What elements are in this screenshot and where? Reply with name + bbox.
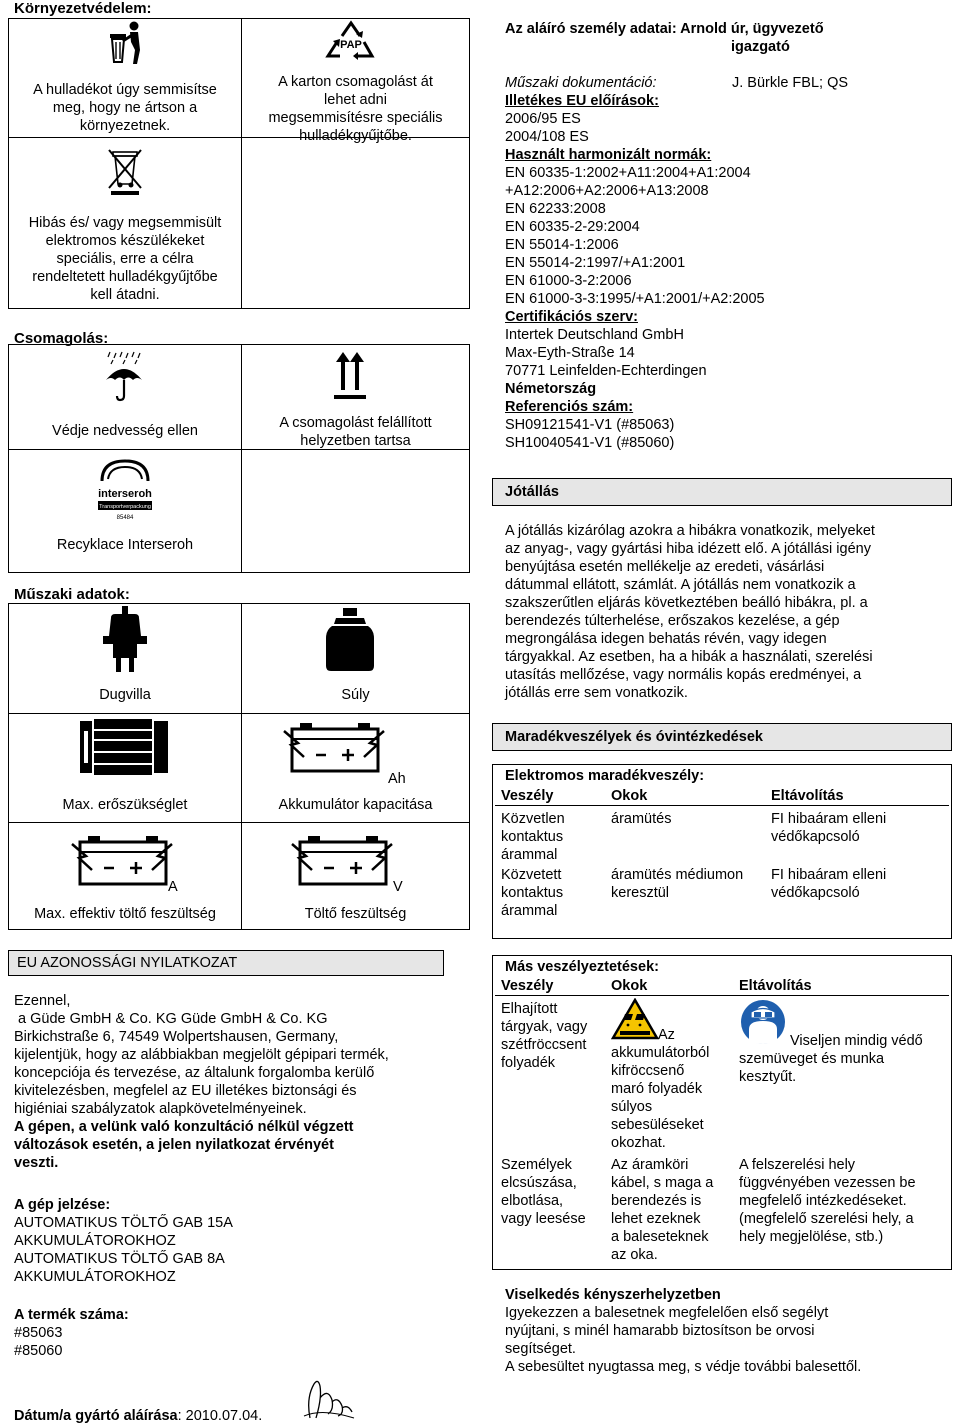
date-signature: Dátum/a gyártó aláírása: 2010.07.04. (14, 1408, 263, 1424)
other-header-rule (495, 995, 949, 996)
weight-icon (324, 608, 376, 672)
tech-plug-label: Dugvilla (99, 687, 151, 703)
battery-ah-icon (282, 717, 386, 779)
interseroh-num: 85484 (116, 515, 134, 521)
interseroh-text: interseroh (98, 488, 152, 500)
env-text-1: A hulladékot úgy semmisítse meg, hogy ne ártson a környezetnek. (33, 82, 217, 134)
t2-h-veszely: Veszély (501, 978, 554, 994)
machine-label: A gép jelzése: (14, 1197, 111, 1213)
section-tech: Műszaki adatok: (14, 586, 130, 603)
tech-a-unit: A (168, 879, 178, 895)
t1-r1-c1: Közvetlen kontaktus árammal (501, 811, 565, 863)
t2-r1-c2-first: Az (658, 1027, 675, 1043)
emergency-body: Igyekezzen a balesetnek megfelelően első segélyt nyújtani, s minél hamarabb biztosítson be orvosi segítséget. A sebesültet nyugtassa meg, s védje további balesettől. (505, 1305, 862, 1375)
env-text-3: Hibás és/ vagy megsemmisült elektromos készülékeket speciális, erre a célra rendeltetett hulladékgyűjtőbe kell átadni. (28, 215, 222, 303)
pack-text-2: A csomagolást felállított helyzetben tartsa (279, 415, 432, 449)
pap-recycle-icon (320, 20, 382, 64)
env-text-2: A karton csomagolást át lehet adni megsemmisítésre speciális hulladékgyűjtőbe. (268, 74, 443, 144)
this-side-up-icon (332, 350, 368, 402)
t2-r2-c2: Az áramköri kábel, s maga a berendezés is lehet ezeknek a baleseteknek az oka. (611, 1157, 714, 1263)
tech-weight-label: Súly (341, 687, 370, 703)
t2-h-eltavolitas: Eltávolítás (739, 978, 812, 994)
t1-h-veszely: Veszély (501, 788, 554, 804)
crossed-bin-icon (107, 146, 143, 196)
t2-r2-c1: Személyek elcsúszása, elbotlása, vagy leesése (501, 1157, 586, 1227)
other-title: Más veszélyeztetések: (505, 959, 659, 975)
interseroh-sub: Transportverpackung (99, 504, 151, 510)
elec-header-rule (495, 805, 949, 806)
trash-person-icon (104, 20, 146, 66)
tech-v-unit: V (393, 879, 403, 895)
t1-h-eltavolitas: Eltávolítás (771, 788, 844, 804)
tech-current-label: Max. effektiv töltő feszültség (34, 906, 216, 922)
corrosive-warning-icon (611, 998, 659, 1040)
elec-title: Elektromos maradékveszély: (505, 768, 705, 784)
product-label: A termék száma: (14, 1307, 129, 1323)
signature-image (302, 1378, 356, 1422)
interseroh-logo (96, 457, 154, 521)
t1-r2-c2: áramütés médiumon keresztül (611, 867, 744, 901)
section-environment: Környezetvédelem: (14, 0, 152, 17)
pack-text-1: Védje nedvesség ellen (52, 423, 198, 439)
eu-declaration-title: EU AZONOSSÁGI NYILATKOZAT (8, 950, 444, 976)
product-numbers: #85063 #85060 (14, 1325, 63, 1359)
t1-r2-c1: Közvetett kontaktus árammal (501, 867, 564, 919)
recycle-text: Recyklace Interseroh (56, 537, 194, 553)
eu-declaration-body: Ezennel, a Güde GmbH & Co. KG Güde GmbH & Co. KG Birkichstraße 6, 74549 Wolpertshausen, Germany, kijelentjük, hogy az alábbiakban megjelölt gépipari termék, koncepciója és tervezése, az általunk forgalomba kerülő kivitelezésben, megfelel az EU illetékes biztonsági és higiéniai szabályzatok alapkövetelményeinek. A gépen, a velünk való konzultáció nélkül végzett változások esetén, a jelen nyilatkozat érvényét veszti. (14, 993, 389, 1171)
t1-r1-c2: áramütés (611, 811, 672, 827)
motor-icon (80, 717, 170, 777)
env-cell-4 (241, 137, 470, 309)
tech-ah-unit: Ah (388, 771, 406, 787)
t1-r2-c3: FI hibaáram elleni védőkapcsoló (771, 867, 887, 901)
interseroh-cell-empty (241, 449, 470, 573)
t2-r1-c1: Elhajított tárgyak, vagy szétfröccsent folyadék (501, 1001, 588, 1071)
umbrella-icon (104, 350, 144, 402)
warranty-body: A jótállás kizárólag azokra a hibákra vonatkozik, melyeket az anyag-, vagy gyártási hiba idézett elő. A jótállási igény benyújtása esetén mellékelje az eredeti, vásárlási dátummal ellátott, számlát. A jótállás nem vonatkozik a szakszerűtlen eljárás következtében beálló hibákra, pl. a berendezés túlterhelése, erőszakos kezelése, a gép megrongálása idegen behatás révén, vagy idegen tárgyakkal. Az esetben, ha a hibák a használati, szerelési utasítás mellőzése, vagy normális kopás eredményei, a jótállás erre sem vonatkozik. (505, 523, 875, 701)
conformity-block: Illetékes EU előírások: 2006/95 ES 2004/108 ES Használt harmonizált normák: EN 60335-1:2002+A11:2004+A1:2004 +A12:2006+A2:2006+A13:2008 EN 62233:2008 EN 60335-2-29:2004 EN 55014-1:2006 EN 55014-2:1997/+A1:2001 EN 61000-3-2:2006 EN 61000-3-3:1995/+A1:2001/+A2:2005 Certifikációs szerv: Intertek Deutschland GmbH Max-Eyth-Straße 14 70771 Leinfelden-Echterdingen Németország Referenciós szám: SH09121541-V1 (#85063) SH10040541-V1 (#85060) (505, 93, 765, 451)
tech-voltage-label: Töltő feszültség (304, 906, 407, 922)
tech-capacity-label: Akkumulátor kapacitása (278, 797, 433, 813)
plug-icon (97, 606, 153, 674)
machine-lines: AUTOMATIKUS TÖLTŐ GAB 15A AKKUMULÁTOROKHOZ AUTOMATIKUS TÖLTŐ GAB 8A AKKUMULÁTOROKHOZ (14, 1215, 233, 1285)
tech-doc-line: Műszaki dokumentáció: J. Bürkle FBL; QS (505, 75, 849, 91)
t2-r1-c3: szemüveget és munka kesztyűt. (739, 1051, 885, 1085)
emergency-title: Viselkedés kényszerhelyzetben (505, 1287, 721, 1303)
warranty-title: Jótállás (492, 478, 952, 506)
t1-h-okok: Okok (611, 788, 648, 804)
battery-v-icon (290, 830, 394, 892)
t2-r1-c2: akkumulátorból kifröccsenő maró folyadék súlyos sebesüléseket okozhat. (611, 1045, 710, 1151)
t2-r1-c3-first: Viseljen mindig védő (790, 1033, 923, 1049)
pap-label: PAP (340, 39, 362, 51)
t1-r1-c3: FI hibaáram elleni védőkapcsoló (771, 811, 887, 845)
residual-title: Maradékveszélyek és óvintézkedések (492, 723, 952, 751)
battery-a-icon (70, 830, 174, 892)
section-packaging: Csomagolás: (14, 330, 109, 347)
signer-info: Az aláíró személy adatai: Arnold úr, ügyvezető igazgató (505, 21, 824, 55)
t2-h-okok: Okok (611, 978, 648, 994)
tech-power-label: Max. erőszükséglet (62, 797, 188, 813)
t2-r2-c3: A felszerelési hely függvényében vezessen be megfelelő intézkedéseket. (megfelelő szerelési hely, a hely megjelölése, stb.) (739, 1157, 916, 1245)
safety-goggles-icon (740, 999, 786, 1045)
